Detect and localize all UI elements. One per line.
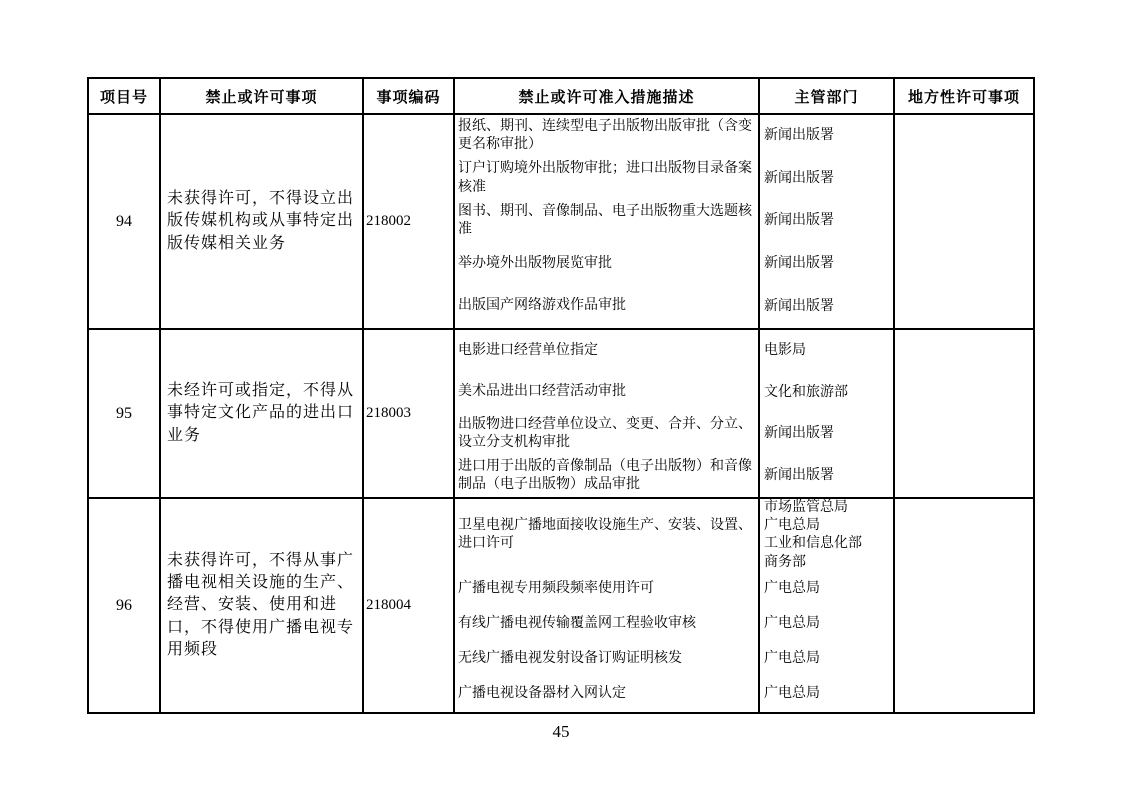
measure-description: 卫星电视广播地面接收设施生产、安装、设置、进口许可 — [455, 499, 760, 572]
table-row — [89, 330, 1033, 499]
measure-subrow — [455, 115, 893, 158]
table-row — [89, 499, 1033, 712]
measure-subrow — [455, 158, 893, 201]
header-local-licensing-matter: 地方性许可事项 — [907, 89, 1020, 106]
cell-local-licensing — [895, 499, 1033, 712]
measure-department — [760, 642, 893, 677]
cell-matter-code: 218004 — [364, 499, 455, 712]
measure-subrow — [455, 455, 893, 497]
negative-list-table — [87, 77, 1035, 714]
measure-description: 订户订购境外出版物审批；进口出版物目录备案核准 — [455, 158, 760, 201]
department-line: 文化和旅游部 — [764, 384, 848, 400]
department-line: 广电总局 — [764, 518, 820, 534]
cell-local-licensing — [895, 115, 1033, 328]
cell-local-licensing — [895, 330, 1033, 497]
table-row — [89, 115, 1033, 330]
department-line: 电影局 — [764, 342, 806, 358]
measure-subrow — [455, 677, 893, 712]
department-line: 市场监管总局 — [764, 500, 848, 515]
measure-subrow — [455, 499, 893, 572]
table-header-row — [89, 79, 1033, 115]
measure-department — [760, 285, 893, 328]
department-line: 新闻出版署 — [764, 170, 834, 186]
measure-subrow — [455, 243, 893, 286]
department-line: 广电总局 — [764, 616, 820, 632]
measure-department — [760, 677, 893, 712]
cell-matter-text: 未获得许可，不得设立出版传媒机构或从事特定出版传媒相关业务 — [161, 115, 364, 328]
department-line: 新闻出版署 — [764, 128, 834, 144]
measure-department — [760, 414, 893, 456]
measure-department — [760, 499, 893, 572]
measure-description: 广播电视设备器材入网认定 — [455, 677, 760, 712]
measure-subrow — [455, 607, 893, 642]
cell-item-number: 95 — [89, 330, 161, 497]
cell-measures-group — [455, 330, 895, 497]
cell-matter-text: 未经许可或指定，不得从事特定文化产品的进出口业务 — [161, 330, 364, 497]
department-line: 广电总局 — [764, 581, 820, 597]
measure-department — [760, 607, 893, 642]
table-body — [89, 115, 1033, 712]
cell-matter-code: 218003 — [364, 330, 455, 497]
measure-department — [760, 115, 893, 158]
header-item-number: 项目号 — [89, 79, 161, 113]
department-line: 新闻出版署 — [764, 468, 834, 484]
measure-subrow — [455, 372, 893, 414]
measure-description: 电影进口经营单位指定 — [455, 330, 760, 372]
measure-subrow — [455, 414, 893, 456]
cell-matter-text: 未获得许可，不得从事广播电视相关设施的生产、经营、安装、使用和进口，不得使用广播电视专用频段 — [161, 499, 364, 712]
measure-subrow — [455, 642, 893, 677]
measure-department — [760, 330, 893, 372]
department-line: 新闻出版署 — [764, 255, 834, 271]
department-line: 广电总局 — [764, 686, 820, 702]
header-measure-description: 禁止或许可准入措施描述 — [455, 79, 760, 113]
measure-description: 出版物进口经营单位设立、变更、合并、分立、设立分支机构审批 — [455, 414, 760, 456]
measure-description: 广播电视专用频段频率使用许可 — [455, 572, 760, 607]
measure-description: 有线广播电视传输覆盖网工程验收审核 — [455, 607, 760, 642]
measure-description: 图书、期刊、音像制品、电子出版物重大选题核准 — [455, 200, 760, 243]
measure-subrow — [455, 200, 893, 243]
measure-department — [760, 243, 893, 286]
measure-subrow — [455, 285, 893, 328]
measure-department — [760, 455, 893, 497]
measure-description: 进口用于出版的音像制品（电子出版物）和音像制品（电子出版物）成品审批 — [455, 455, 760, 497]
cell-matter-code: 218002 — [364, 115, 455, 328]
department-line: 新闻出版署 — [764, 213, 834, 229]
cell-measures-group — [455, 115, 895, 328]
measure-department — [760, 200, 893, 243]
department-line: 新闻出版署 — [764, 426, 834, 442]
page-number: 45 — [552, 722, 570, 741]
measure-description: 出版国产网络游戏作品审批 — [455, 285, 760, 328]
measure-description: 美术品进出口经营活动审批 — [455, 372, 760, 414]
department-line: 工业和信息化部 — [764, 536, 862, 552]
measure-subrow — [455, 572, 893, 607]
cell-measures-group — [455, 499, 895, 712]
department-line: 商务部 — [764, 554, 806, 570]
header-matter-code: 事项编码 — [364, 79, 455, 113]
department-line: 新闻出版署 — [764, 298, 834, 314]
measure-department — [760, 572, 893, 607]
measure-description: 报纸、期刊、连续型电子出版物出版审批（含变更名称审批） — [455, 115, 760, 158]
measure-description: 无线广播电视发射设备订购证明核发 — [455, 642, 760, 677]
measure-subrow — [455, 330, 893, 372]
header-prohibited-permitted-matter: 禁止或许可事项 — [161, 79, 364, 113]
header-competent-department: 主管部门 — [760, 79, 895, 113]
cell-item-number: 96 — [89, 499, 161, 712]
measure-description: 举办境外出版物展览审批 — [455, 243, 760, 286]
cell-item-number: 94 — [89, 115, 161, 328]
measure-department — [760, 158, 893, 201]
department-line: 广电总局 — [764, 651, 820, 667]
measure-department — [760, 372, 893, 414]
